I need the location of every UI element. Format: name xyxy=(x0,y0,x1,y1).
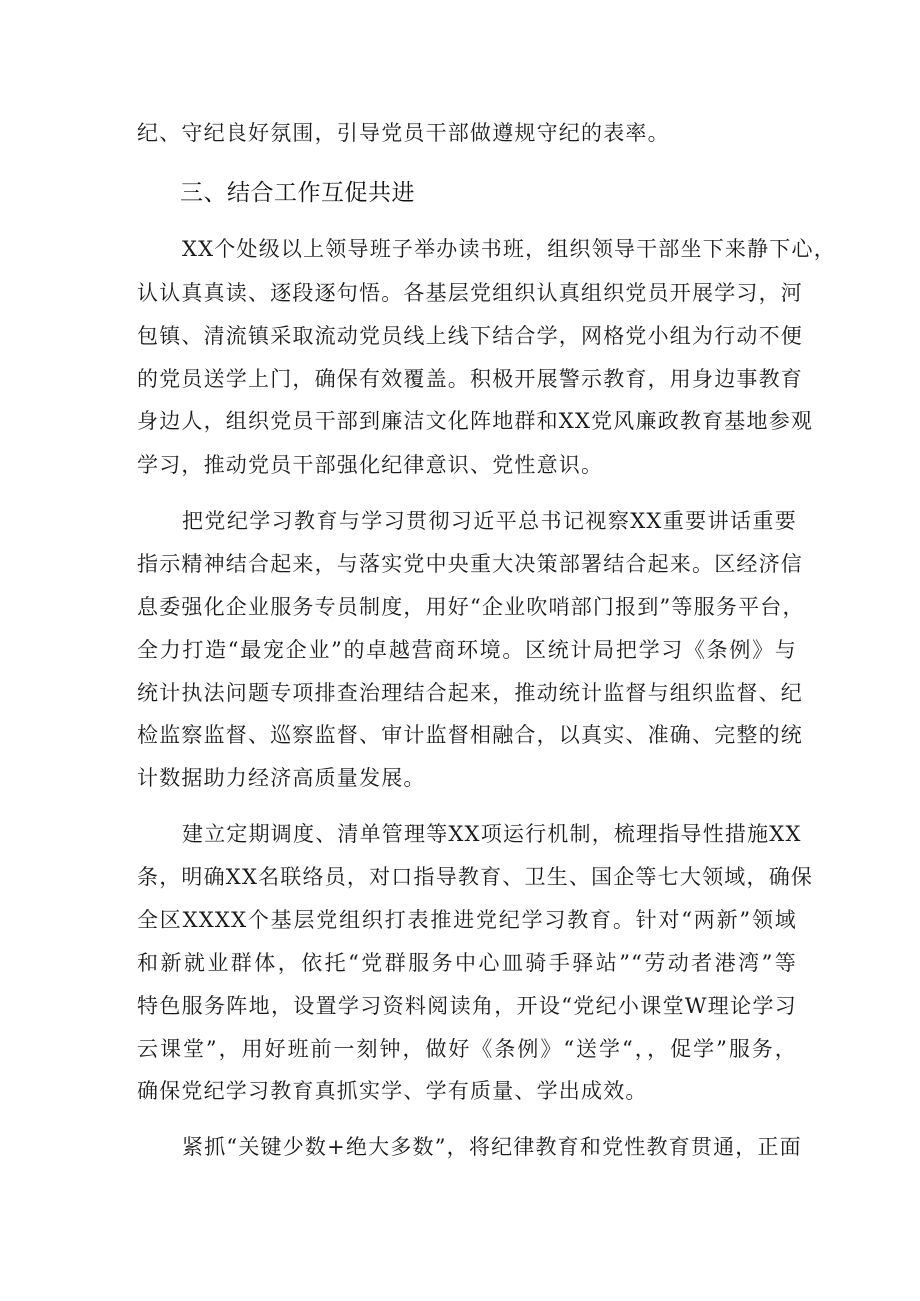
paragraph-line: 学习，推动党员干部强化纪律意识、党性意识。 xyxy=(137,453,604,477)
paragraph-line: 计数据助力经济高质量发展。 xyxy=(137,766,426,790)
paragraph-line: 把党纪学习教育与学习贯彻习近平总书记视察XX重要讲话重要 xyxy=(182,509,797,533)
paragraph-line: 身边人，组织党员干部到廉洁文化阵地群和XX党风廉政教育基地参观 xyxy=(137,409,814,433)
paragraph-line: 云课堂”，用好班前一刻钟，做好《条例》“送学“，，促学”服务， xyxy=(137,1037,797,1061)
paragraph-line: 指示精神结合起来，与落实党中央重大决策部署结合起来。区经济信 xyxy=(137,552,803,576)
paragraph-line: 包镇、清流镇采取流动党员线上线下结合学，网格党小组为行动不便 xyxy=(137,324,803,348)
paragraph-line: 统计执法问题专项排查治理结合起来，推动统计监督与组织监督、纪 xyxy=(137,681,803,705)
paragraph-line: 认认真真读、逐段逐句悟。各基层党组织认真组织党员开展学习，河 xyxy=(137,281,803,305)
paragraph-line: 息委强化企业服务专员制度，用好“企业吹哨部门报到”等服务平台， xyxy=(137,595,805,619)
paragraph-line: 特色服务阵地，设置学习资料阅读角，开设“党纪小课堂W理论学习 xyxy=(137,994,797,1018)
paragraph-line: 全区XXXX个基层党组织打表推进党纪学习教育。针对“两新”领域 xyxy=(137,908,797,932)
paragraph-line: 条，明确XX名联络员，对口指导教育、卫生、国企等七大领域，确保 xyxy=(137,865,814,889)
paragraph-line: 确保党纪学习教育真抓实学、学有质量、学出成效。 xyxy=(137,1079,648,1103)
section-heading: 三、结合工作互促共进 xyxy=(180,180,415,206)
paragraph-line: 紧抓“关键少数+绝大多数”，将纪律教育和党性教育贯通，正面 xyxy=(182,1135,802,1159)
paragraph-line: XX个处级以上领导班子举办读书班，组织领导干部坐下来静下心， xyxy=(182,237,836,261)
paragraph-line: 和新就业群体，依托“党群服务中心皿骑手驿站”“劳动者港湾”等 xyxy=(137,951,797,975)
paragraph-line: 检监察监督、巡察监督、审计监督相融合，以真实、准确、完整的统 xyxy=(137,723,803,747)
paragraph-line: 纪、守纪良好氛围，引导党员干部做遵规守纪的表率。 xyxy=(137,121,670,145)
paragraph-line: 的党员送学上门，确保有效覆盖。积极开展警示教育，用身边事教育 xyxy=(137,367,803,391)
paragraph-line: 全力打造“最宠企业”的卓越营商环境。区统计局把学习《条例》与 xyxy=(137,638,797,662)
paragraph-line: 建立定期调度、清单管理等XX项运行机制，梳理指导性措施XX xyxy=(182,822,802,846)
